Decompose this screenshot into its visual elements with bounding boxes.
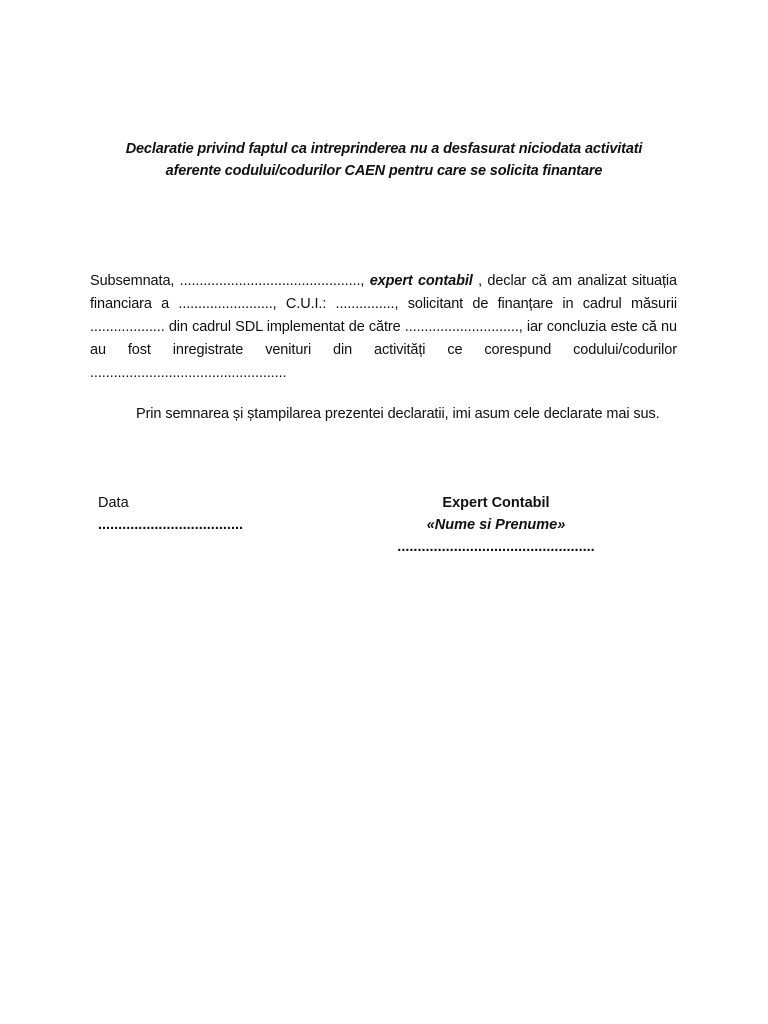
date-label: Data xyxy=(98,495,129,511)
signature-block xyxy=(380,492,612,558)
paragraph-declaration-rest: , declar că am analizat situația financiara a ........................, C.U.I.: ..............., solicitant de finanțare in cadrul măsurii ................... din cadrul SDL implementat de către ............................., iar concluzia este că nu au fost inregistrate venituri din activități ce corespund codului/codurilor .................................................. xyxy=(90,273,678,381)
paragraph-signing: Prin semnarea și ștampilarea prezentei declaratii, imi asum cele declarate mai sus. xyxy=(136,406,660,422)
paragraph-declaration xyxy=(90,270,677,385)
document-body xyxy=(90,270,677,426)
date-block xyxy=(98,492,243,536)
role-expert-contabil: expert contabil xyxy=(369,273,473,289)
signer-name: «Nume si Prenume» xyxy=(426,517,566,533)
document-title xyxy=(70,138,698,182)
date-placeholder: .................................... xyxy=(98,517,244,533)
paragraph-declaration-start: Subsemnata, .............................................., xyxy=(90,273,370,289)
title-line-1: Declaratie privind faptul ca intreprinderea nu a desfasurat niciodata activitati xyxy=(125,141,643,157)
title-line-2: aferente codului/codurilor CAEN pentru care se solicita finantare xyxy=(165,163,603,179)
signature-placeholder: ................................................. xyxy=(397,539,595,555)
signer-title: Expert Contabil xyxy=(442,495,550,511)
